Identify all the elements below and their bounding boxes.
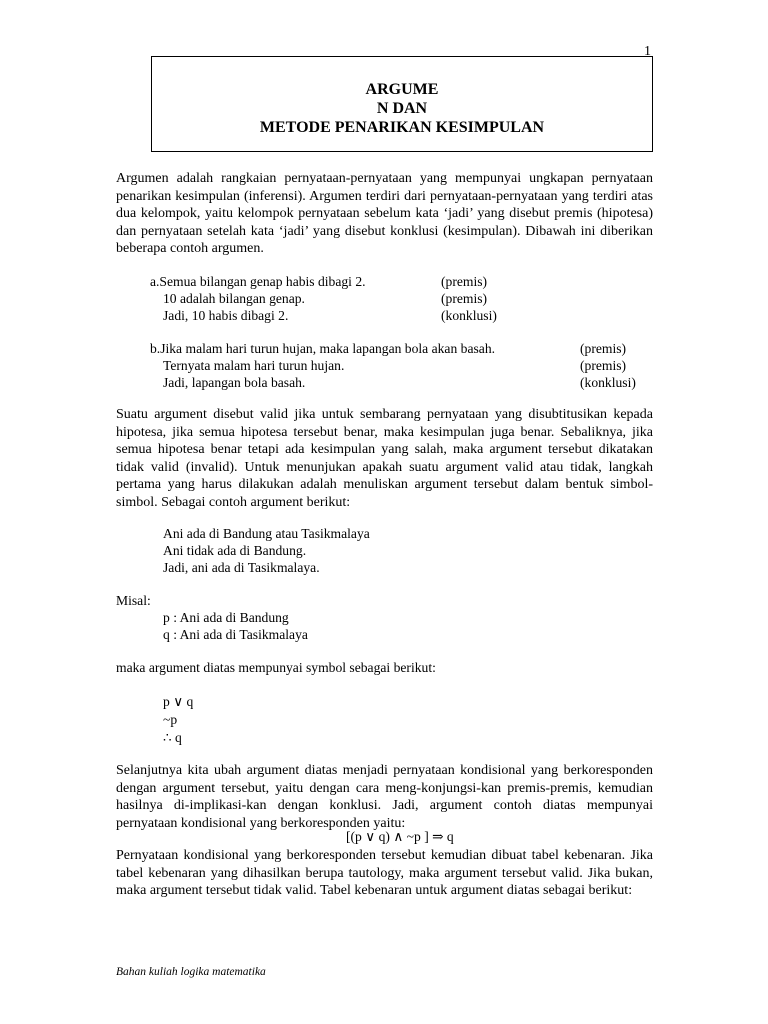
intro-paragraph: Argumen adalah rangkaian pernyataan-pernyataan yang mempunyai ungkapan pernyataan penarikan kesimpulan (inferensi). Argumen terdiri dari pernyataan-pernyataan yang terdiri atas dua kelompok, yaitu kelompok pernyataan sebelum kata ‘jadi’ yang disebut premis (hipotesa) dan pernyataan setelah kata ‘jadi’ yang disebut konklusi (kesimpulan). Dibawah ini diberikan beberapa contoh argumen.	[116, 171, 653, 256]
page-number: 1	[644, 44, 651, 59]
example-ani-line-3: Jadi, ani ada di Tasikmalaya.	[163, 560, 320, 575]
example-a-line-1: a.Semua bilangan genap habis dibagi 2.	[150, 274, 366, 289]
example-ani-line-2: Ani tidak ada di Bandung.	[163, 543, 307, 558]
misal-item-q: q : Ani ada di Tasikmalaya	[163, 627, 308, 642]
example-a-tag-3: (konklusi)	[441, 308, 497, 323]
example-a-tag-1: (premis)	[441, 274, 488, 289]
example-b-line-3: Jadi, lapangan bola basah.	[163, 375, 306, 390]
title-line-3: METODE PENARIKAN KESIMPULAN	[259, 119, 545, 136]
title-line-1: ARGUME	[365, 81, 439, 98]
symbol-intro: maka argument diatas mempunyai symbol sebagai berikut:	[116, 660, 436, 675]
symbol-line-2: ~p	[163, 712, 178, 727]
footer: Bahan kuliah logika matematika	[116, 966, 266, 978]
example-b-line-2: Ternyata malam hari turun hujan.	[163, 358, 345, 373]
misal-item-p: p : Ani ada di Bandung	[163, 610, 289, 625]
example-a-line-2: 10 adalah bilangan genap.	[163, 291, 305, 306]
formula: [(p ∨ q) ∧ ~p ] ⇒ q	[346, 829, 454, 844]
example-b-tag-3: (konklusi)	[580, 375, 636, 390]
valid-paragraph: Suatu argument disebut valid jika untuk sembarang pernyataan yang disubtitusikan kepada hipotesa, jika semua hipotesa tersebut benar, maka kesimpulan juga benar. Sebaliknya, jika semua hipotesa benar tetapi ada kesimpulan yang salah, maka argument tersebut dikatakan tidak valid (invalid). Untuk menunjukan apakah suatu argument valid atau tidak, langkah pertama yang harus dilakukan adalah menuliskan argument tersebut dalam bentuk simbol-simbol. Sebagai contoh argument berikut:	[116, 407, 653, 510]
example-b-line-1: b.Jika malam hari turun hujan, maka lapangan bola akan basah.	[150, 341, 496, 356]
example-a-tag-2: (premis)	[441, 291, 488, 306]
closing-paragraph: Pernyataan kondisional yang berkoresponden tersebut kemudian dibuat tabel kebenaran. Jika tabel kebenaran yang dihasilkan berupa tautology, maka argument tersebut valid. Jika bukan, maka argument tersebut tidak valid. Tabel kebenaran untuk argument diatas sebagai berikut:	[116, 848, 653, 898]
misal-label: Misal:	[116, 593, 151, 608]
example-b-tag-1: (premis)	[580, 341, 627, 356]
example-ani-line-1: Ani ada di Bandung atau Tasikmalaya	[163, 526, 370, 541]
symbol-line-3: ∴ q	[163, 730, 182, 745]
title-line-2: N DAN	[376, 100, 428, 117]
example-a-line-3: Jadi, 10 habis dibagi 2.	[163, 308, 289, 323]
title-box	[151, 56, 653, 152]
conditional-paragraph: Selanjutnya kita ubah argument diatas menjadi pernyataan kondisional yang berkoresponden dengan argument tersebut, yaitu dengan cara meng-konjungsi-kan premis-premis, kemudian hasilnya di-implikasi-kan dengan konklusi. Jadi, argument contoh diatas mempunyai pernyataan kondisional yang berkoresponden yaitu:	[116, 763, 653, 831]
example-b-tag-2: (premis)	[580, 358, 627, 373]
symbol-line-1: p ∨ q	[163, 694, 194, 709]
